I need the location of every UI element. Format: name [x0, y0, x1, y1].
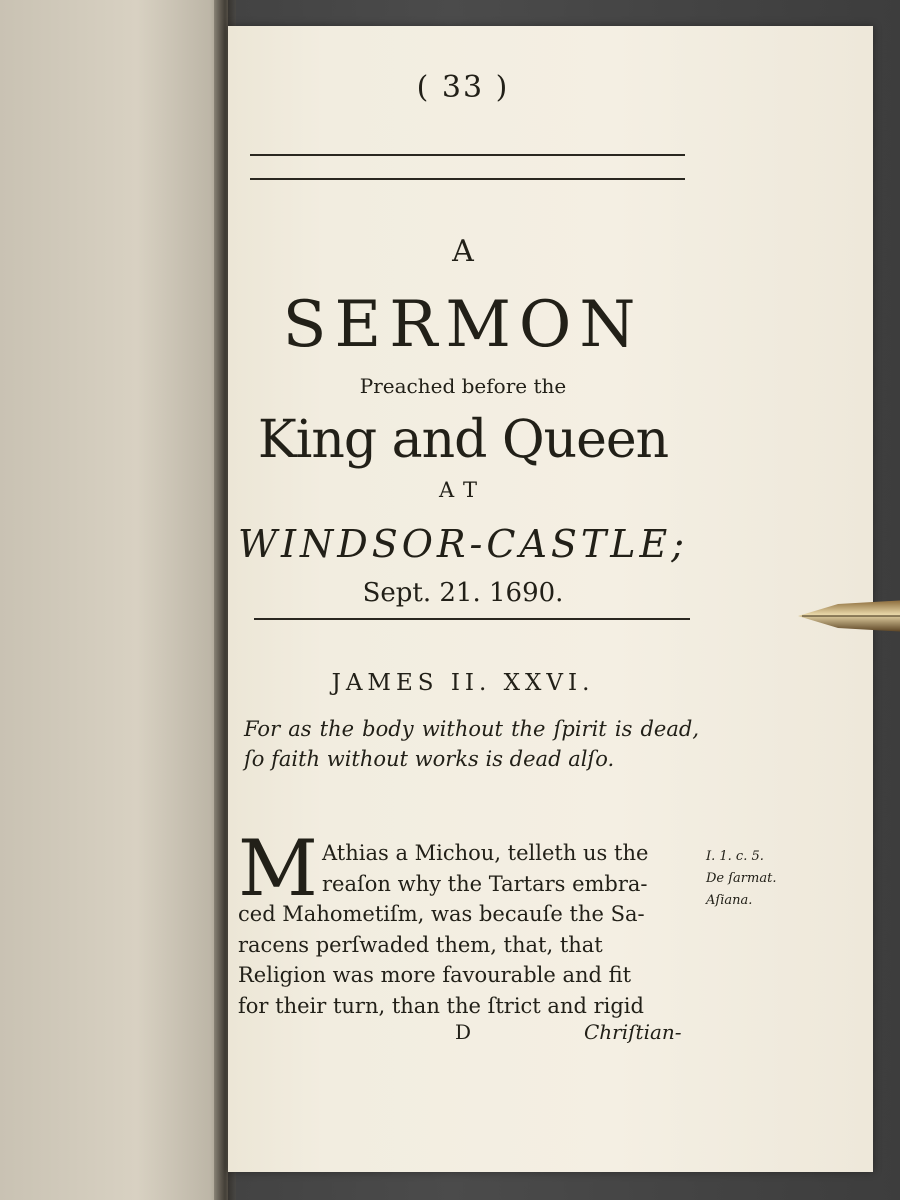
- king-and-queen: King and Queen: [257, 410, 669, 470]
- preached-line: Preached before the: [359, 374, 567, 398]
- body-line: reaſon why the Tartars embra-: [322, 871, 648, 896]
- scripture-text: For as the body without the ſpirit is dead, ſo faith without works is dead alſo.: [244, 717, 699, 771]
- middle-rule: [254, 618, 690, 620]
- facing-page: [0, 0, 228, 1200]
- top-rule: [250, 154, 685, 156]
- body-line: racens perſwaded them, that, that: [238, 932, 603, 957]
- scripture-reference: JAMES II. XXVI.: [331, 670, 595, 696]
- body-line: for their turn, than the ſtrict and rigid: [238, 993, 644, 1018]
- top-rule-2: [250, 178, 685, 180]
- body-line: ced Mahometiſm, was becauſe the Sa-: [238, 902, 645, 926]
- at-line: AT: [438, 478, 488, 502]
- title-sermon: SERMON: [282, 288, 644, 362]
- margin-note-line: I. 1. c. 5.: [706, 849, 764, 864]
- book-page: [228, 26, 873, 1172]
- signature-mark: D: [455, 1020, 472, 1044]
- sermon-date: Sept. 21. 1690.: [362, 578, 564, 608]
- margin-note-line: De ſarmat.: [706, 871, 777, 886]
- catchword: Chriſtian-: [584, 1020, 682, 1044]
- body-text: [238, 838, 698, 1021]
- page-pointer-icon: [798, 596, 900, 636]
- location-title: WINDSOR-CASTLE;: [237, 522, 689, 566]
- margin-note: [706, 846, 796, 912]
- body-line: Athias a Michou, telleth us the: [322, 841, 649, 865]
- page-number: ( 33 ): [416, 70, 510, 105]
- body-line: Religion was more favourable and fit: [238, 963, 632, 987]
- drop-capital: M: [238, 824, 318, 914]
- title-article: A: [452, 234, 474, 269]
- margin-note-line: Aſiana.: [706, 893, 753, 908]
